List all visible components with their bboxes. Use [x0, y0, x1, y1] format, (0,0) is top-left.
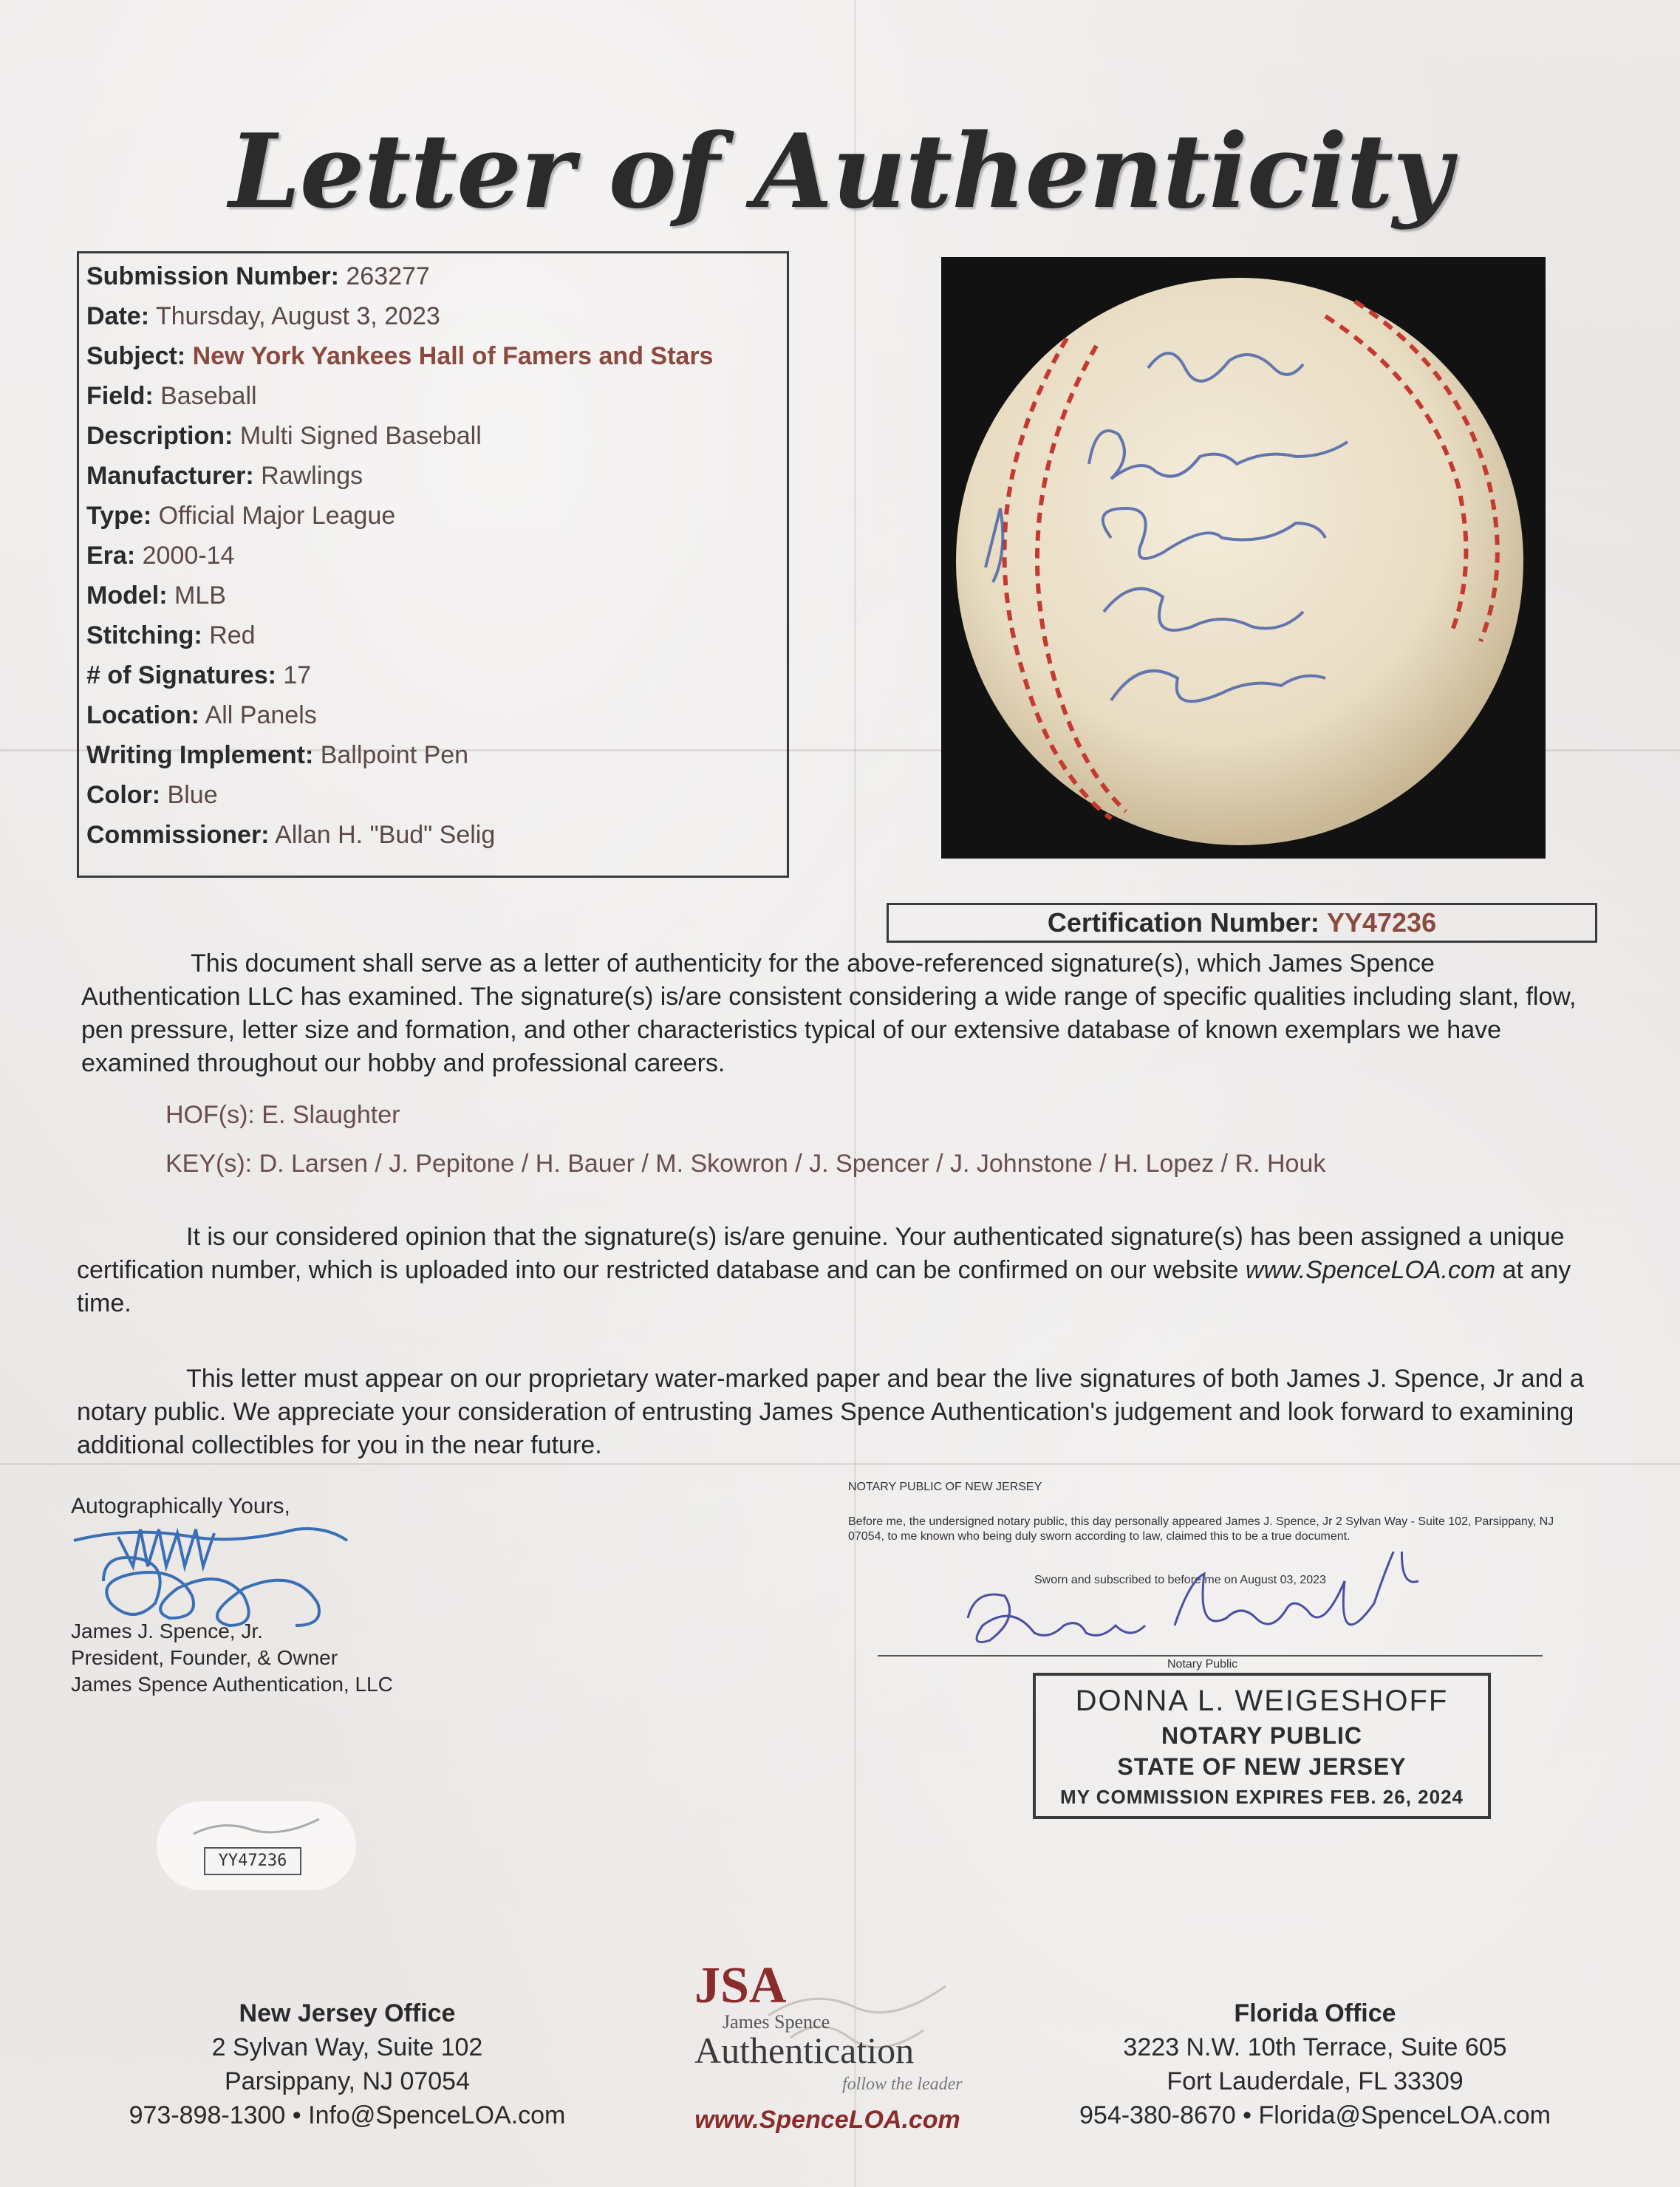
office-address-line2: Parsippany, NJ 07054: [224, 2067, 470, 2095]
office-address-line1: 3223 N.W. 10th Terrace, Suite 605: [1123, 2033, 1507, 2061]
opinion-paragraph: [77, 1221, 1584, 1320]
detail-row-era: [86, 536, 779, 576]
opinion-text: It is our considered opinion that the signature(s) is/are genuine. Your authenticated signature(s) has been assigned a unique certification number, which is uploaded into our restricted database and can be confirmed on our website: [77, 1223, 1565, 1284]
new-jersey-office: [74, 1996, 621, 2132]
detail-label: Color:: [86, 781, 161, 809]
detail-label: Writing Implement:: [86, 741, 314, 769]
detail-row-field: [86, 376, 779, 416]
office-contact: 973-898-1300 • Info@SpenceLOA.com: [129, 2101, 566, 2129]
detail-value: All Panels: [205, 701, 317, 729]
certification-label: Certification Number:: [1047, 907, 1319, 938]
detail-label: # of Signatures:: [86, 661, 276, 689]
sticker-certification-number: YY47236: [204, 1847, 301, 1875]
detail-label: Location:: [86, 701, 199, 729]
item-details-box: [77, 251, 789, 878]
stamp-name: DONNA L. WEIGESHOFF: [1075, 1685, 1449, 1717]
spence-signature: [66, 1515, 377, 1633]
detail-label: Field:: [86, 382, 154, 410]
signer-company: James Spence Authentication, LLC: [71, 1673, 393, 1696]
detail-label: Submission Number:: [86, 262, 339, 290]
detail-value: Allan H. "Bud" Selig: [275, 821, 496, 849]
signer-title: President, Founder, & Owner: [71, 1646, 338, 1669]
detail-label: Manufacturer:: [86, 462, 254, 490]
detail-value: Ballpoint Pen: [320, 741, 469, 769]
jsa-subtitle: James Spence: [723, 2011, 830, 2033]
detail-value: Thursday, August 3, 2023: [155, 302, 440, 330]
detail-value: Baseball: [160, 382, 257, 410]
detail-value: Red: [209, 621, 256, 649]
signer-name: James J. Spence, Jr.: [71, 1620, 263, 1642]
detail-value: New York Yankees Hall of Famers and Stars: [192, 342, 714, 370]
detail-label: Description:: [86, 422, 233, 450]
notary-statement: Before me, the undersigned notary public, this day personally appeared James J. Spence, Jr 2 Sylvan Way - Suite 102, Parsippany, NJ 07054, to me known who being duly sworn according to law, claimed this to be a true document.: [848, 1515, 1554, 1543]
detail-row-manufacturer: [86, 456, 779, 496]
detail-row-model: [86, 576, 779, 615]
signed-baseball-photo: [941, 257, 1546, 859]
detail-value: Rawlings: [261, 462, 363, 490]
detail-value: 2000-14: [142, 542, 235, 570]
detail-value: 263277: [346, 262, 430, 290]
detail-label: Commissioner:: [86, 821, 270, 849]
document-title: Letter of Authenticity: [228, 111, 1452, 231]
notary-line-label: Notary Public: [1167, 1658, 1238, 1671]
detail-row-color: [86, 775, 779, 815]
detail-row-location: [86, 695, 779, 735]
authenticity-paragraph: This document shall serve as a letter of authenticity for the above-referenced signature(s), which James Spence Authentication LLC has examined. The signature(s) is/are consistent considering a wide range of specific qualities including slant, flow, pen pressure, letter size and formation, and other characteristics typical of our extensive database of known exemplars we have examined throughout our hobby and professional careers.: [81, 949, 1577, 1077]
detail-label: Stitching:: [86, 621, 202, 649]
detail-row-signatures: [86, 655, 779, 695]
sticker-signature-mark: [186, 1812, 327, 1849]
detail-row-writing-implement: [86, 735, 779, 775]
detail-value: Blue: [167, 781, 218, 809]
office-address-line1: 2 Sylvan Way, Suite 102: [211, 2033, 483, 2061]
stamp-line-expiry: MY COMMISSION EXPIRES FEB. 26, 2024: [1059, 1786, 1464, 1808]
certification-number-box: [887, 903, 1597, 943]
notary-heading: NOTARY PUBLIC OF NEW JERSEY: [848, 1481, 1042, 1493]
jsa-website[interactable]: www.SpenceLOA.com: [694, 2106, 960, 2134]
baseball-image: [941, 257, 1546, 859]
detail-row-date: [86, 296, 779, 336]
office-address-line2: Fort Lauderdale, FL 33309: [1167, 2067, 1464, 2095]
website-link[interactable]: www.SpenceLOA.com: [1245, 1256, 1496, 1284]
stamp-line-notary: NOTARY PUBLIC: [1161, 1722, 1362, 1749]
detail-label: Model:: [86, 581, 168, 610]
florida-office: [1020, 1996, 1611, 2132]
notary-signature-line: [878, 1655, 1543, 1657]
key-signatures-list: KEY(s): D. Larsen / J. Pepitone / H. Bauer / M. Skowron / J. Spencer / J. Johnstone / H. Lopez / R. Houk: [165, 1150, 1326, 1178]
baseball: [956, 278, 1523, 845]
closing-salutation: Autographically Yours,: [71, 1494, 290, 1518]
paper-fold-line: [854, 0, 856, 2187]
detail-row-commissioner: [86, 815, 779, 855]
opinion-text-end: at any time.: [77, 1256, 1571, 1317]
paper-requirement-paragraph: This letter must appear on our proprietary water-marked paper and bear the live signatures of both James J. Spence, Jr and a notary public. We appreciate your consideration of entrusting James Spence Authentication's judgement and look forward to examining additional collectibles for you in the near future.: [77, 1365, 1584, 1459]
jsa-tagline: follow the leader: [842, 2075, 963, 2094]
sworn-date: Sworn and subscribed to before me on August 03, 2023: [1034, 1574, 1326, 1586]
hof-list: HOF(s): E. Slaughter: [165, 1101, 400, 1129]
detail-value: Multi Signed Baseball: [239, 422, 482, 450]
certification-number: YY47236: [1326, 907, 1437, 938]
detail-label: Era:: [86, 542, 136, 570]
jsa-logo-text: JSA: [694, 1957, 787, 2014]
detail-row-submission: [86, 256, 779, 296]
paper-fold-line: [0, 1463, 1680, 1465]
office-name: Florida Office: [1234, 1999, 1396, 2027]
detail-value: 17: [283, 661, 312, 689]
jsa-authentication-text: Authentication: [694, 2030, 915, 2071]
detail-label: Subject:: [86, 342, 186, 370]
office-contact: 954-380-8670 • Florida@SpenceLOA.com: [1079, 2101, 1551, 2129]
jsa-logo-block: [650, 1956, 1005, 2156]
hologram-sticker: [157, 1801, 356, 1890]
detail-row-stitching: [86, 615, 779, 655]
detail-value: Official Major League: [158, 502, 396, 530]
detail-row-subject: [86, 336, 779, 376]
detail-value: MLB: [174, 581, 226, 610]
detail-row-type: [86, 496, 779, 536]
office-name: New Jersey Office: [239, 1999, 456, 2027]
notary-stamp: [1033, 1673, 1491, 1819]
stamp-line-state: STATE OF NEW JERSEY: [1117, 1753, 1407, 1780]
detail-label: Type:: [86, 502, 152, 530]
detail-row-description: [86, 416, 779, 456]
detail-label: Date:: [86, 302, 150, 330]
